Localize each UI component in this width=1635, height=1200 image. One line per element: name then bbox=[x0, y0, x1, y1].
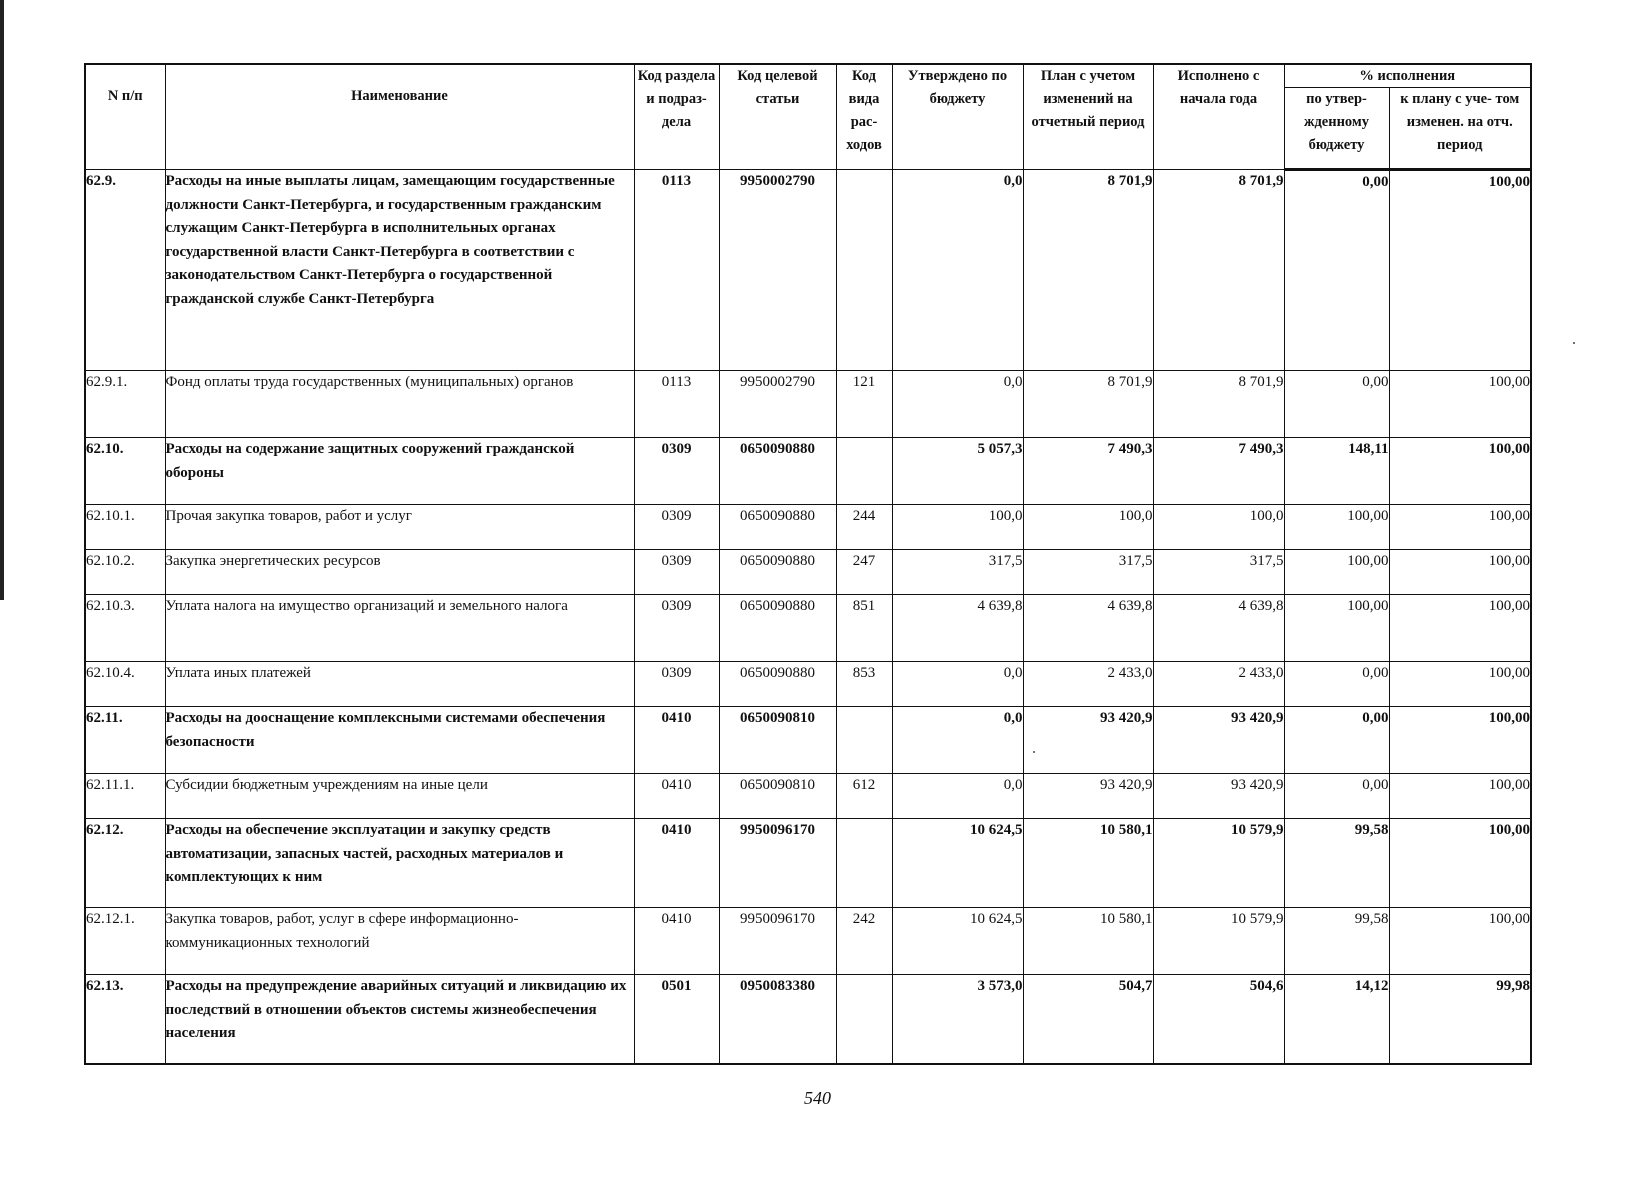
row-number: 62.12. bbox=[85, 819, 165, 908]
row-pct-plan: 100,00 bbox=[1389, 438, 1531, 505]
row-executed: 8 701,9 bbox=[1153, 170, 1284, 371]
row-section-code: 0113 bbox=[634, 170, 719, 371]
row-target-code: 0650090810 bbox=[719, 774, 836, 819]
table-row bbox=[85, 975, 1531, 1064]
row-pct-budget: 99,58 bbox=[1284, 819, 1389, 908]
table-row bbox=[85, 908, 1531, 975]
row-target-code: 0650090880 bbox=[719, 505, 836, 550]
row-approved: 317,5 bbox=[892, 550, 1023, 595]
row-number: 62.10. bbox=[85, 438, 165, 505]
row-approved: 4 639,8 bbox=[892, 595, 1023, 662]
row-pct-plan: 100,00 bbox=[1389, 774, 1531, 819]
row-approved: 0,0 bbox=[892, 707, 1023, 774]
row-expense-code: 851 bbox=[836, 595, 892, 662]
row-executed: 93 420,9 bbox=[1153, 774, 1284, 819]
row-name: Уплата налога на имущество организаций и земельного налога bbox=[165, 595, 634, 662]
row-pct-plan: 100,00 bbox=[1389, 550, 1531, 595]
row-number: 62.10.2. bbox=[85, 550, 165, 595]
scan-speck bbox=[1573, 342, 1575, 344]
row-pct-plan: 100,00 bbox=[1389, 170, 1531, 371]
header-executed: Исполнено с начала года bbox=[1153, 64, 1284, 170]
row-number: 62.11.1. bbox=[85, 774, 165, 819]
row-plan: 4 639,8 bbox=[1023, 595, 1153, 662]
row-pct-budget: 14,12 bbox=[1284, 975, 1389, 1064]
header-pct-budget: по утвер- жденному бюджету bbox=[1284, 88, 1389, 170]
header-pct-group: % исполнения bbox=[1284, 64, 1531, 88]
row-target-code: 0650090880 bbox=[719, 550, 836, 595]
row-executed: 8 701,9 bbox=[1153, 371, 1284, 438]
row-approved: 0,0 bbox=[892, 774, 1023, 819]
row-plan: 93 420,9 bbox=[1023, 774, 1153, 819]
table-row bbox=[85, 438, 1531, 505]
row-plan: 7 490,3 bbox=[1023, 438, 1153, 505]
row-approved: 100,0 bbox=[892, 505, 1023, 550]
row-expense-code: 247 bbox=[836, 550, 892, 595]
row-pct-budget: 0,00 bbox=[1284, 662, 1389, 707]
row-pct-budget: 0,00 bbox=[1284, 707, 1389, 774]
row-name: Расходы на содержание защитных сооружений гражданской обороны bbox=[165, 438, 634, 505]
row-plan: 317,5 bbox=[1023, 550, 1153, 595]
row-executed: 93 420,9 bbox=[1153, 707, 1284, 774]
header-target-code: Код целевой статьи bbox=[719, 64, 836, 170]
row-approved: 5 057,3 bbox=[892, 438, 1023, 505]
row-plan: 10 580,1 bbox=[1023, 908, 1153, 975]
row-pct-budget: 0,00 bbox=[1284, 774, 1389, 819]
row-target-code: 0650090880 bbox=[719, 595, 836, 662]
row-number: 62.9. bbox=[85, 170, 165, 371]
row-pct-plan: 100,00 bbox=[1389, 595, 1531, 662]
row-pct-plan: 100,00 bbox=[1389, 371, 1531, 438]
row-section-code: 0501 bbox=[634, 975, 719, 1064]
row-name: Субсидии бюджетным учреждениям на иные цели bbox=[165, 774, 634, 819]
row-section-code: 0410 bbox=[634, 819, 719, 908]
row-section-code: 0410 bbox=[634, 774, 719, 819]
row-target-code: 0650090880 bbox=[719, 438, 836, 505]
row-target-code: 9950002790 bbox=[719, 170, 836, 371]
row-name: Закупка энергетических ресурсов bbox=[165, 550, 634, 595]
row-executed: 4 639,8 bbox=[1153, 595, 1284, 662]
row-plan: 93 420,9 bbox=[1023, 707, 1153, 774]
table-row bbox=[85, 707, 1531, 774]
row-target-code: 0950083380 bbox=[719, 975, 836, 1064]
row-pct-budget: 100,00 bbox=[1284, 595, 1389, 662]
row-number: 62.12.1. bbox=[85, 908, 165, 975]
scan-edge bbox=[0, 0, 4, 600]
row-name: Расходы на предупреждение аварийных ситуаций и ликвидацию их последствий в отношении объектов системы жизнеобеспечения населения bbox=[165, 975, 634, 1064]
row-pct-budget: 148,11 bbox=[1284, 438, 1389, 505]
row-name: Расходы на иные выплаты лицам, замещающим государственные должности Санкт-Петербурга, и государственным гражданским служащим Санкт-Петербурга в исполнительных органах государственной власти Санкт-Петербурга в соответствии с законодательством Санкт-Петербурга о государственной гражданской службе Санкт-Петербурга bbox=[165, 170, 634, 371]
row-target-code: 9950096170 bbox=[719, 819, 836, 908]
row-target-code: 0650090880 bbox=[719, 662, 836, 707]
row-name: Прочая закупка товаров, работ и услуг bbox=[165, 505, 634, 550]
table-row bbox=[85, 550, 1531, 595]
row-number: 62.10.1. bbox=[85, 505, 165, 550]
row-expense-code bbox=[836, 707, 892, 774]
row-name: Расходы на дооснащение комплексными системами обеспечения безопасности bbox=[165, 707, 634, 774]
row-expense-code bbox=[836, 975, 892, 1064]
row-executed: 2 433,0 bbox=[1153, 662, 1284, 707]
row-executed: 10 579,9 bbox=[1153, 908, 1284, 975]
row-pct-plan: 100,00 bbox=[1389, 819, 1531, 908]
row-target-code: 0650090810 bbox=[719, 707, 836, 774]
row-target-code: 9950002790 bbox=[719, 371, 836, 438]
header-expense-code: Код вида рас- ходов bbox=[836, 64, 892, 170]
row-executed: 10 579,9 bbox=[1153, 819, 1284, 908]
row-expense-code: 612 bbox=[836, 774, 892, 819]
row-pct-plan: 100,00 bbox=[1389, 505, 1531, 550]
row-section-code: 0309 bbox=[634, 662, 719, 707]
row-pct-budget: 100,00 bbox=[1284, 550, 1389, 595]
row-section-code: 0309 bbox=[634, 595, 719, 662]
row-approved: 0,0 bbox=[892, 170, 1023, 371]
row-plan: 2 433,0 bbox=[1023, 662, 1153, 707]
row-section-code: 0309 bbox=[634, 438, 719, 505]
row-pct-budget: 0,00 bbox=[1284, 170, 1389, 371]
row-expense-code bbox=[836, 170, 892, 371]
row-section-code: 0410 bbox=[634, 707, 719, 774]
row-expense-code: 853 bbox=[836, 662, 892, 707]
header-plan: План с учетом изменений на отчетный период bbox=[1023, 64, 1153, 170]
row-plan: 8 701,9 bbox=[1023, 170, 1153, 371]
row-executed: 504,6 bbox=[1153, 975, 1284, 1064]
table-row bbox=[85, 662, 1531, 707]
row-section-code: 0113 bbox=[634, 371, 719, 438]
row-expense-code bbox=[836, 819, 892, 908]
row-number: 62.9.1. bbox=[85, 371, 165, 438]
table-row bbox=[85, 371, 1531, 438]
row-executed: 100,0 bbox=[1153, 505, 1284, 550]
row-plan: 100,0 bbox=[1023, 505, 1153, 550]
table-row bbox=[85, 505, 1531, 550]
header-num: N п/п bbox=[85, 64, 165, 170]
row-section-code: 0309 bbox=[634, 550, 719, 595]
header-approved: Утверждено по бюджету bbox=[892, 64, 1023, 170]
row-pct-plan: 100,00 bbox=[1389, 908, 1531, 975]
row-section-code: 0309 bbox=[634, 505, 719, 550]
table-row bbox=[85, 819, 1531, 908]
row-pct-plan: 99,98 bbox=[1389, 975, 1531, 1064]
row-pct-budget: 100,00 bbox=[1284, 505, 1389, 550]
page-number: 540 bbox=[804, 1088, 831, 1108]
row-expense-code bbox=[836, 438, 892, 505]
row-expense-code: 121 bbox=[836, 371, 892, 438]
row-number: 62.11. bbox=[85, 707, 165, 774]
row-section-code: 0410 bbox=[634, 908, 719, 975]
row-number: 62.10.3. bbox=[85, 595, 165, 662]
row-plan: 10 580,1 bbox=[1023, 819, 1153, 908]
row-name: Фонд оплаты труда государственных (муниципальных) органов bbox=[165, 371, 634, 438]
row-approved: 10 624,5 bbox=[892, 819, 1023, 908]
row-pct-budget: 0,00 bbox=[1284, 371, 1389, 438]
row-pct-budget: 99,58 bbox=[1284, 908, 1389, 975]
row-approved: 0,0 bbox=[892, 662, 1023, 707]
row-approved: 0,0 bbox=[892, 371, 1023, 438]
row-approved: 10 624,5 bbox=[892, 908, 1023, 975]
row-pct-plan: 100,00 bbox=[1389, 662, 1531, 707]
table-row bbox=[85, 170, 1531, 371]
row-expense-code: 242 bbox=[836, 908, 892, 975]
row-name: Закупка товаров, работ, услуг в сфере информационно-коммуникационных технологий bbox=[165, 908, 634, 975]
header-section-code: Код раздела и подраз- дела bbox=[634, 64, 719, 170]
table-row bbox=[85, 595, 1531, 662]
row-name: Уплата иных платежей bbox=[165, 662, 634, 707]
row-target-code: 9950096170 bbox=[719, 908, 836, 975]
row-number: 62.13. bbox=[85, 975, 165, 1064]
row-expense-code: 244 bbox=[836, 505, 892, 550]
header-name: Наименование bbox=[165, 64, 634, 170]
row-plan: 8 701,9 bbox=[1023, 371, 1153, 438]
table-row bbox=[85, 774, 1531, 819]
row-pct-plan: 100,00 bbox=[1389, 707, 1531, 774]
row-approved: 3 573,0 bbox=[892, 975, 1023, 1064]
row-executed: 317,5 bbox=[1153, 550, 1284, 595]
budget-table bbox=[84, 63, 1532, 1065]
row-plan: 504,7 bbox=[1023, 975, 1153, 1064]
row-number: 62.10.4. bbox=[85, 662, 165, 707]
row-executed: 7 490,3 bbox=[1153, 438, 1284, 505]
row-name: Расходы на обеспечение эксплуатации и закупку средств автоматизации, запасных частей, расходных материалов и комплектующих к ним bbox=[165, 819, 634, 908]
header-pct-plan: к плану с уче- том изменен. на отч. период bbox=[1389, 88, 1531, 170]
